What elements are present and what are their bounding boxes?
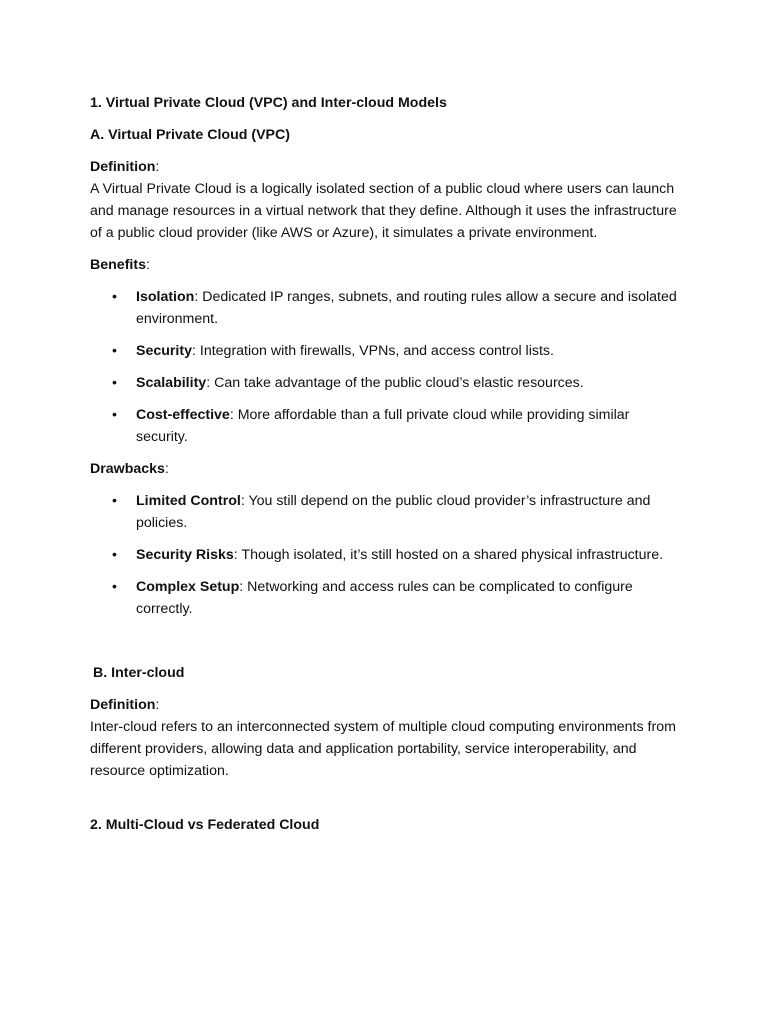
vpc-definition-text: A Virtual Private Cloud is a logically isolated section of a public cloud where users can launch and manage resources in a virtual network that they define. Although it uses the infrastructure of a public cloud provider (like AWS or Azure), it simulates a private environment.: [90, 181, 677, 241]
intercloud-definition-text: Inter-cloud refers to an interconnected system of multiple cloud computing environments from different providers, allowing data and application portability, service interoperability, and resource optimization.: [90, 719, 676, 779]
bullet-icon: •: [112, 407, 117, 423]
list-item: • Isolation: Dedicated IP ranges, subnets, and routing rules allow a secure and isolated environment.: [90, 286, 682, 330]
list-item: • Security Risks: Though isolated, it’s still hosted on a shared physical infrastructure.: [90, 544, 682, 566]
list-item: • Limited Control: You still depend on the public cloud provider’s infrastructure and policies.: [90, 490, 682, 534]
section-1-title: 1. Virtual Private Cloud (VPC) and Inter-cloud Models: [90, 95, 447, 111]
section-a-heading: A. Virtual Private Cloud (VPC): [90, 127, 290, 143]
vpc-benefits-label: Benefits:: [90, 257, 150, 273]
list-item: • Security: Integration with firewalls, VPNs, and access control lists.: [90, 340, 682, 362]
bullet-icon: •: [112, 289, 117, 305]
vpc-benefits-list: [90, 286, 682, 448]
section-b-heading: B. Inter-cloud: [93, 665, 185, 681]
bullet-icon: •: [112, 375, 117, 391]
list-item: • Complex Setup: Networking and access rules can be complicated to configure correctly.: [90, 576, 682, 620]
vpc-drawbacks-list: [90, 490, 682, 620]
list-item: • Cost-effective: More affordable than a full private cloud while providing similar security.: [90, 404, 682, 448]
section-2-title: 2. Multi-Cloud vs Federated Cloud: [90, 817, 320, 833]
list-item: • Scalability: Can take advantage of the public cloud’s elastic resources.: [90, 372, 682, 394]
document-page: [90, 92, 682, 836]
bullet-icon: •: [112, 579, 117, 595]
bullet-icon: •: [112, 493, 117, 509]
vpc-drawbacks-label: Drawbacks:: [90, 461, 169, 477]
intercloud-definition-label: Definition:: [90, 697, 160, 713]
bullet-icon: •: [112, 547, 117, 563]
vpc-definition-label: Definition:: [90, 159, 160, 175]
bullet-icon: •: [112, 343, 117, 359]
